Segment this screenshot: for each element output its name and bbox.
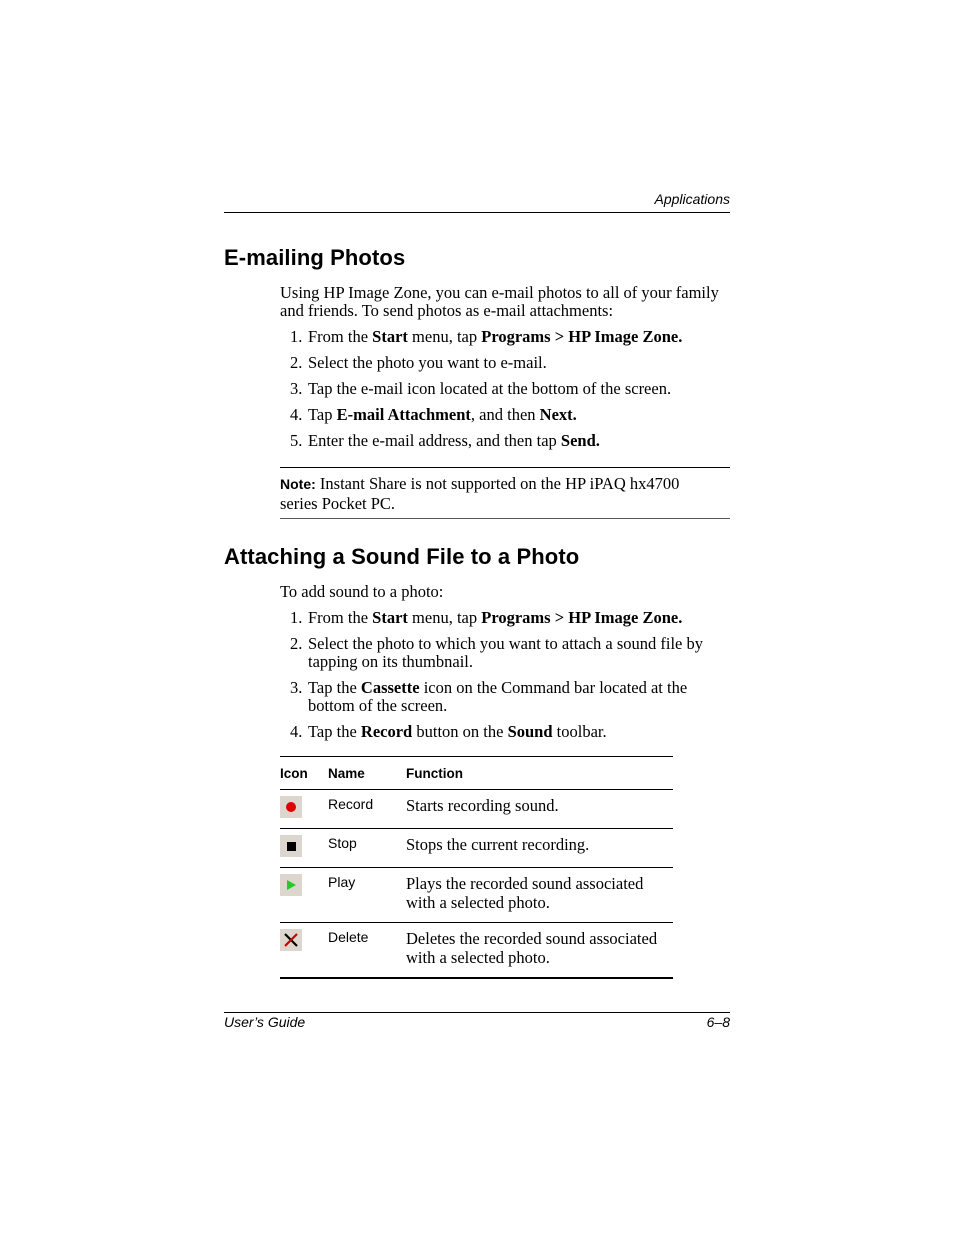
- step-number: 1.: [290, 608, 303, 627]
- step-text: Select the photo you want to e-mail.: [308, 353, 547, 372]
- list-item: [280, 635, 730, 671]
- step-emphasis: Programs > HP Image Zone.: [481, 608, 683, 627]
- table-cell-name: Stop: [328, 829, 406, 868]
- sound-toolbar-table: [280, 756, 673, 979]
- header-rule: [224, 212, 730, 213]
- note-label: Note:: [280, 476, 316, 492]
- step-emphasis: Record: [360, 722, 413, 741]
- step-emphasis: Cassette: [360, 678, 420, 697]
- steps-list-sound: [280, 609, 730, 749]
- list-item: [280, 354, 730, 372]
- col-header-function: Function: [406, 757, 673, 790]
- step-emphasis: E-mail Attachment: [336, 405, 471, 424]
- table-cell-name: Play: [328, 868, 406, 923]
- step-number: 1.: [290, 327, 303, 346]
- play-icon: [280, 874, 302, 896]
- step-number: 2.: [290, 353, 303, 372]
- running-header: Applications: [654, 191, 730, 207]
- step-text: menu, tap: [407, 608, 482, 627]
- note-bottom-rule: [280, 518, 730, 519]
- list-item: [280, 328, 730, 346]
- step-emphasis: Programs > HP Image Zone.: [481, 327, 683, 346]
- list-item: [280, 723, 730, 741]
- step-number: 5.: [290, 431, 303, 450]
- steps-list-emailing: [280, 328, 730, 458]
- step-text: Tap the: [308, 722, 361, 741]
- note-text: Instant Share is not supported on the HP iPAQ hx4700 series Pocket PC.: [280, 474, 680, 513]
- step-text: Select the photo to which you want to attach a sound file by tapping on its thumbnail.: [308, 634, 703, 671]
- table-cell-function: Plays the recorded sound associated with a selected photo.: [406, 868, 673, 923]
- table-cell-function: Starts recording sound.: [406, 790, 673, 829]
- footer-rule: [224, 1012, 730, 1013]
- step-number: 3.: [290, 678, 303, 697]
- table-row: [280, 868, 673, 923]
- delete-icon: [280, 929, 302, 951]
- step-text: Tap the: [308, 678, 361, 697]
- step-emphasis: Start: [372, 608, 408, 627]
- step-emphasis: Send.: [560, 431, 600, 450]
- table-row: [280, 829, 673, 868]
- step-number: 3.: [290, 379, 303, 398]
- note-top-rule: [280, 467, 730, 468]
- step-emphasis: Sound: [507, 722, 553, 741]
- step-text: , and then: [470, 405, 540, 424]
- step-emphasis: Start: [372, 327, 408, 346]
- step-text: button on the: [412, 722, 508, 741]
- step-text: toolbar.: [552, 722, 607, 741]
- record-icon: [280, 796, 302, 818]
- table-cell-function: Stops the current recording.: [406, 829, 673, 868]
- step-number: 4.: [290, 405, 303, 424]
- note-box: [280, 474, 720, 513]
- section-title-sound: Attaching a Sound File to a Photo: [224, 544, 580, 569]
- table-row: [280, 790, 673, 829]
- list-item: [280, 609, 730, 627]
- section-title-emailing: E-mailing Photos: [224, 245, 406, 270]
- step-text: Enter the e-mail address, and then tap: [308, 431, 561, 450]
- step-text: icon on the Command bar located at the bottom of the screen.: [308, 678, 688, 715]
- section-intro-emailing: Using HP Image Zone, you can e-mail photos to all of your family and friends. To send photos as e-mail attachments:: [280, 283, 719, 320]
- table-row: [280, 923, 673, 979]
- step-emphasis: Next.: [539, 405, 577, 424]
- section-intro-sound: To add sound to a photo:: [280, 582, 444, 601]
- list-item: [280, 679, 730, 715]
- col-header-icon: Icon: [280, 757, 328, 790]
- list-item: [280, 380, 730, 398]
- step-number: 4.: [290, 722, 303, 741]
- table-cell-function: Deletes the recorded sound associated with a selected photo.: [406, 923, 673, 979]
- step-text: From the: [308, 327, 373, 346]
- footer-guide-title: User’s Guide: [224, 1014, 306, 1030]
- list-item: [280, 432, 730, 450]
- table-cell-name: Delete: [328, 923, 406, 979]
- step-text: menu, tap: [407, 327, 482, 346]
- step-text: Tap the e-mail icon located at the bottom of the screen.: [308, 379, 672, 398]
- table-cell-name: Record: [328, 790, 406, 829]
- step-text: From the: [308, 608, 373, 627]
- list-item: [280, 406, 730, 424]
- step-text: Tap: [308, 405, 337, 424]
- table-header-row: [280, 757, 673, 790]
- col-header-name: Name: [328, 757, 406, 790]
- stop-icon: [280, 835, 302, 857]
- step-number: 2.: [290, 634, 303, 653]
- footer-page-number: 6–8: [706, 1014, 730, 1030]
